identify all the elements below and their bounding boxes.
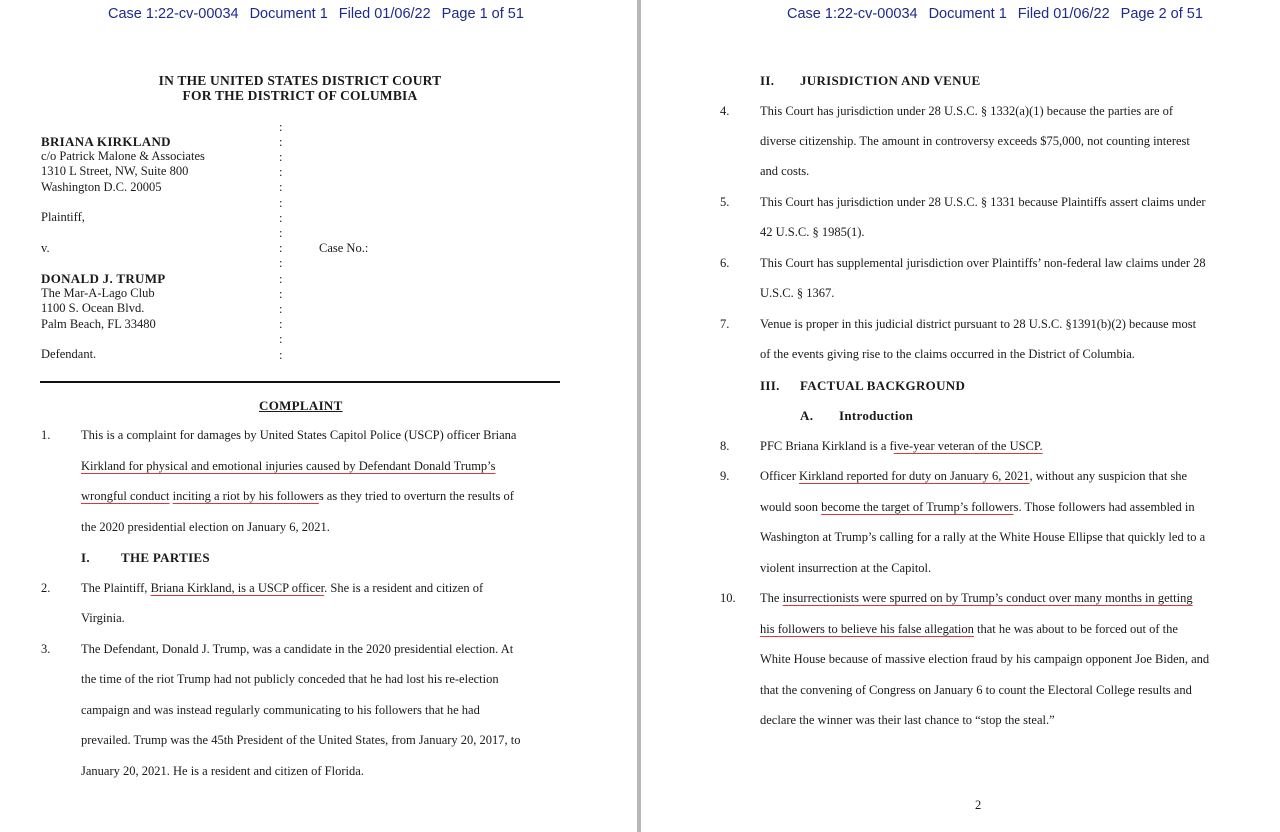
- caption-colon: :: [279, 317, 283, 331]
- complaint-title: COMPLAINT: [259, 398, 343, 413]
- defendant-address: 1100 S. Ocean Blvd.: [41, 301, 145, 315]
- paragraph-line: This Court has jurisdiction under 28 U.S.C. § 1331 because Plaintiffs assert claims under: [760, 195, 1206, 209]
- caption-divider: [40, 381, 560, 383]
- document-page-2: [641, 0, 1280, 832]
- filed-date: Filed 01/06/22: [338, 6, 431, 22]
- caption-colon: :: [279, 256, 283, 270]
- paragraph-line: January 20, 2021. He is a resident and citizen of Florida.: [81, 764, 364, 778]
- paragraph-line: Venue is proper in this judicial district pursuant to 28 U.S.C. §1391(b)(2) because most: [760, 317, 1197, 331]
- paragraph-line: The Defendant, Donald J. Trump, was a candidate in the 2020 presidential election. At: [81, 642, 514, 656]
- highlighted-text: insurrectionists were spurred on by Trump’s conduct over many months in getting: [782, 591, 1193, 605]
- text-span: would soon: [760, 500, 822, 514]
- caption-colon: :: [279, 226, 283, 240]
- text-span: Officer: [760, 469, 799, 483]
- paragraph-number: 1.: [41, 428, 51, 442]
- text-span: PFC Briana Kirkland is a f: [760, 439, 894, 453]
- paragraph-number: 7.: [720, 317, 730, 331]
- paragraph-line: [81, 581, 483, 596]
- paragraph-number: 10.: [720, 591, 736, 605]
- paragraph-line: [760, 622, 1178, 637]
- document-number: Document 1: [249, 6, 328, 22]
- paragraph-line: [760, 591, 1193, 606]
- section-heading: THE PARTIES: [121, 550, 210, 565]
- text-span: . She is a resident and citizen of: [324, 581, 484, 595]
- paragraph-line: [760, 500, 1195, 515]
- paragraph-line: This Court has supplemental jurisdiction over Plaintiffs’ non-federal law claims under 28: [760, 256, 1206, 270]
- highlighted-text: his followers to believe his false allegation: [760, 622, 974, 636]
- paragraph-line: [760, 439, 1043, 454]
- case-number: Case 1:22-cv-00034: [108, 6, 239, 22]
- paragraph-number: 4.: [720, 104, 730, 118]
- paragraph-line: diverse citizenship. The amount in controversy exceeds $75,000, not counting interest: [760, 134, 1190, 148]
- paragraph-line: prevailed. Trump was the 45th President of the United States, from January 20, 2017, to: [81, 733, 521, 747]
- caption-colon: :: [279, 165, 283, 179]
- document-number: Document 1: [928, 6, 1007, 22]
- paragraph-line: White House because of massive election fraud by his campaign opponent Joe Biden, and: [760, 652, 1210, 666]
- section-number: I.: [81, 550, 90, 565]
- section-heading: FACTUAL BACKGROUND: [800, 378, 966, 393]
- paragraph-number: 8.: [720, 439, 730, 453]
- defendant-address: Palm Beach, FL 33480: [41, 317, 156, 331]
- text-span: s. Those followers had assembled in: [1013, 500, 1195, 514]
- court-name-line-1: IN THE UNITED STATES DISTRICT COURT: [158, 73, 442, 88]
- section-number: III.: [760, 378, 780, 393]
- caption-colon: :: [279, 150, 283, 164]
- caption-colon: :: [279, 332, 283, 346]
- page-count: Page 2 of 51: [1120, 6, 1203, 22]
- paragraph-line: Washington at Trump’s calling for a rally at the White House Ellipse that quickly led to a: [760, 530, 1206, 544]
- highlighted-text: inciting a riot by his follower: [172, 489, 319, 503]
- paragraph-number: 5.: [720, 195, 730, 209]
- paragraph-line: the time of the riot Trump had not publicly conceded that he had lost his re-election: [81, 672, 499, 686]
- paragraph-line: [760, 469, 1187, 484]
- text-span: s as they tried to overturn the results of: [318, 489, 514, 503]
- case-number: Case 1:22-cv-00034: [787, 6, 918, 22]
- plaintiff-name: BRIANA KIRKLAND: [41, 134, 171, 149]
- versus: v.: [41, 241, 50, 255]
- paragraph-line: violent insurrection at the Capitol.: [760, 561, 932, 575]
- highlighted-text: Kirkland reported for duty on January 6, 2021: [798, 469, 1030, 483]
- caption-colon: :: [279, 120, 283, 134]
- case-no-label: Case No.:: [319, 241, 369, 255]
- highlighted-text: Briana Kirkland, is a USCP officer: [150, 581, 325, 595]
- text-span: , without any suspicion that she: [1029, 469, 1188, 483]
- defendant-address: The Mar-A-Lago Club: [41, 286, 155, 300]
- paragraph-line: This Court has jurisdiction under 28 U.S.C. § 1332(a)(1) because the parties are of: [760, 104, 1174, 118]
- caption-colon: :: [279, 272, 283, 286]
- caption-colon: :: [279, 135, 283, 149]
- caption-colon: :: [279, 241, 283, 255]
- court-name-line-2: FOR THE DISTRICT OF COLUMBIA: [182, 88, 418, 103]
- paragraph-line: This is a complaint for damages by United States Capitol Police (USCP) officer Briana: [81, 428, 517, 442]
- page-number: 2: [975, 798, 982, 812]
- defendant-label: Defendant.: [41, 347, 97, 361]
- plaintiff-address: 1310 L Street, NW, Suite 800: [41, 164, 189, 178]
- highlighted-text: become the target of Trump’s follower: [821, 500, 1014, 514]
- subsection-heading: Introduction: [839, 408, 914, 423]
- text-span: that he was about to be forced out of the: [973, 622, 1178, 636]
- caption-colon: :: [279, 211, 283, 225]
- caption-colon: :: [279, 348, 283, 362]
- page-header: [108, 6, 535, 22]
- highlighted-text: Kirkland for physical and emotional injuries caused by Defendant Donald Trump’s: [81, 459, 496, 473]
- paragraph-line: of the events giving rise to the claims occurred in the District of Columbia.: [760, 347, 1135, 361]
- paragraph-line: 42 U.S.C. § 1985(1).: [760, 225, 865, 239]
- subsection-number: A.: [800, 408, 814, 423]
- plaintiff-address: Washington D.C. 20005: [41, 180, 162, 194]
- page-header: [787, 6, 1214, 22]
- paragraph-line: U.S.C. § 1367.: [760, 286, 835, 300]
- paragraph-number: 6.: [720, 256, 730, 270]
- paragraph-line: the 2020 presidential election on January 6, 2021.: [81, 520, 330, 534]
- caption-colon: :: [279, 302, 283, 316]
- highlighted-text: ive-year veteran of the USCP.: [893, 439, 1043, 453]
- caption-colon: :: [279, 180, 283, 194]
- plaintiff-address: c/o Patrick Malone & Associates: [41, 149, 205, 163]
- paragraph-line: and costs.: [760, 164, 810, 178]
- section-heading: JURISDICTION AND VENUE: [800, 73, 981, 88]
- caption-colon: :: [279, 287, 283, 301]
- caption-colon: :: [279, 196, 283, 210]
- paragraph-line: that the convening of Congress on January 6 to count the Electoral College results and: [760, 683, 1192, 697]
- defendant-name: DONALD J. TRUMP: [41, 271, 166, 286]
- plaintiff-label: Plaintiff,: [41, 210, 85, 224]
- paragraph-number: 9.: [720, 469, 730, 483]
- paragraph-number: 3.: [41, 642, 51, 656]
- document-page-1: [0, 0, 637, 832]
- page-count: Page 1 of 51: [441, 6, 524, 22]
- paragraph-line: declare the winner was their last chance to “stop the steal.”: [760, 713, 1055, 727]
- filed-date: Filed 01/06/22: [1017, 6, 1110, 22]
- text-span: The: [760, 591, 783, 605]
- paragraph-number: 2.: [41, 581, 51, 595]
- paragraph-line: Virginia.: [81, 611, 125, 625]
- text-span: The Plaintiff,: [81, 581, 151, 595]
- paragraph-line: campaign and was instead regularly communicating to his followers that he had: [81, 703, 480, 717]
- paragraph-line: [81, 489, 514, 504]
- section-number: II.: [760, 73, 775, 88]
- highlighted-text: wrongful conduct: [81, 489, 170, 503]
